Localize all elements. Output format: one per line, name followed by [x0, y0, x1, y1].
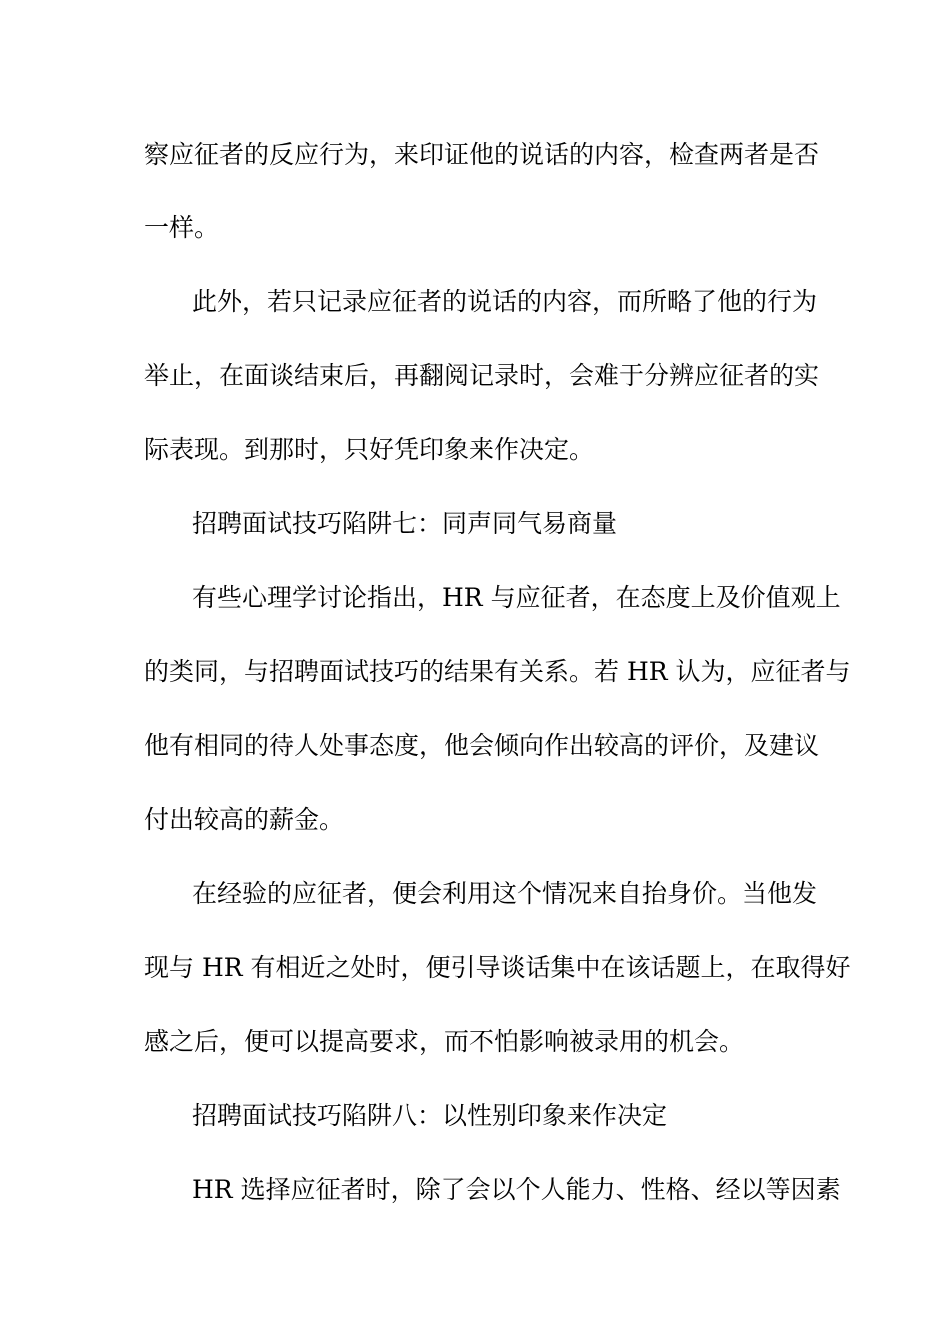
paragraph-line-8: 的类同，与招聘面试技巧的结果有关系。若 HR 认为，应征者与 [144, 657, 851, 686]
paragraph-line-10: 付出较高的薪金。 [144, 805, 345, 834]
paragraph-line-5: 际表现。到那时，只好凭印象来作决定。 [144, 435, 595, 464]
paragraph-line-12: 现与 HR 有相近之处时，便引导谈话集中在该话题上，在取得好 [144, 953, 851, 982]
paragraph-line-3: 此外，若只记录应征者的说话的内容，而所略了他的行为 [192, 287, 818, 316]
paragraph-line-9: 他有相同的待人处事态度，他会倾向作出较高的评价，及建议 [144, 731, 820, 760]
paragraph-line-1: 察应征者的反应行为，来印证他的说话的内容，检查两者是否 [144, 140, 820, 169]
paragraph-line-15: HR 选择应征者时，除了会以个人能力、性格、经以等因素 [192, 1175, 841, 1204]
paragraph-line-13: 感之后，便可以提高要求，而不怕影响被录用的机会。 [144, 1027, 745, 1056]
paragraph-line-11: 在经验的应征者，便会利用这个情况来自抬身价。当他发 [192, 879, 818, 908]
section-heading-eight: 招聘面试技巧陷阱八：以性别印象来作决定 [192, 1101, 668, 1130]
paragraph-line-4: 举止，在面谈结束后，再翻阅记录时，会难于分辨应征者的实 [144, 361, 820, 390]
section-heading-seven: 招聘面试技巧陷阱七：同声同气易商量 [192, 509, 618, 538]
paragraph-line-7: 有些心理学讨论指出，HR 与应征者，在态度上及价值观上 [192, 583, 841, 612]
paragraph-line-2: 一样。 [144, 213, 220, 242]
